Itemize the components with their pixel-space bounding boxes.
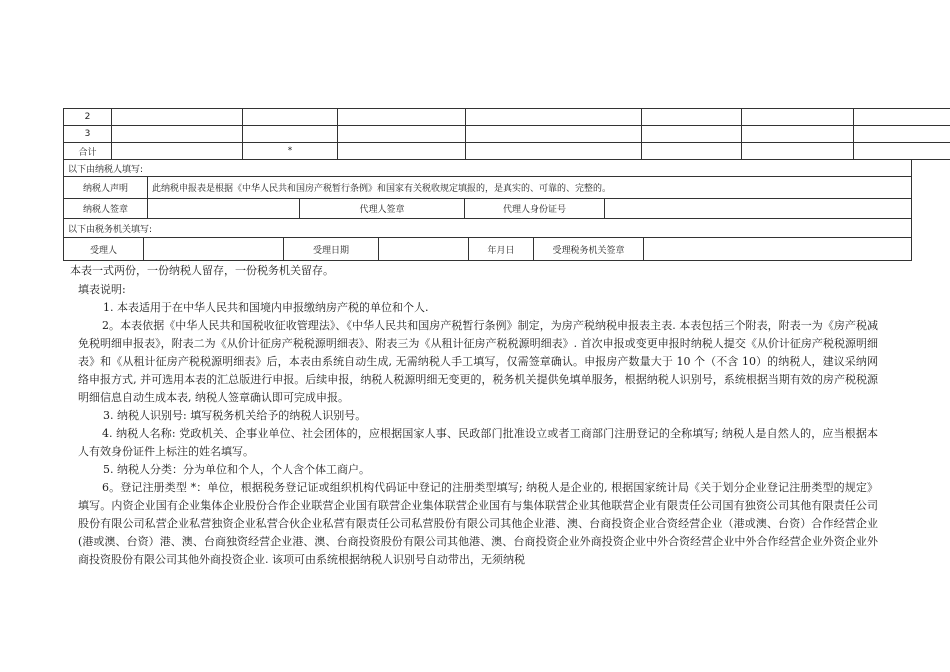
table-cell[interactable] [338, 126, 466, 143]
note-item-1: 1. 本表适用于在中华人民共和国境内申报缴纳房产税的单位和个人. [103, 301, 429, 314]
acceptor-field[interactable] [144, 238, 284, 261]
table-row [64, 126, 950, 143]
table-cell[interactable] [854, 109, 950, 126]
table-cell[interactable] [112, 109, 243, 126]
taxpayer-seal-field[interactable] [148, 199, 300, 219]
accept-date-label: 受理日期 [284, 238, 379, 261]
table-cell[interactable] [466, 109, 642, 126]
declaration-label: 纳税人声明 [64, 177, 148, 199]
table-cell[interactable] [112, 143, 243, 160]
table-cell[interactable] [466, 143, 642, 160]
table-cell[interactable] [642, 126, 742, 143]
table-cell[interactable] [742, 126, 854, 143]
table-cell[interactable] [338, 109, 466, 126]
tax-office-section [63, 218, 912, 261]
office-seal-label: 受理税务机关签章 [534, 238, 644, 261]
table-cell[interactable] [466, 126, 642, 143]
table-row [64, 143, 950, 160]
tax-summary-table [63, 108, 950, 160]
table-cell[interactable] [742, 143, 854, 160]
table-cell[interactable] [854, 126, 950, 143]
row-number: 2 [64, 109, 112, 126]
taxpayer-seal-label: 纳税人签章 [64, 199, 148, 219]
note-item-5: 5. 纳税人分类：分为单位和个人，个人含个体工商户。 [103, 463, 370, 476]
row-number: 3 [64, 126, 112, 143]
total-label: 合计 [64, 143, 112, 160]
note-item-3: 3. 纳税人识别号: 填写税务机关给予的纳税人识别号。 [103, 409, 367, 422]
total-star: * [243, 143, 338, 160]
copies-note: 本表一式两份，一份纳税人留存，一份税务机关留存。 [70, 264, 334, 277]
table-cell[interactable] [243, 109, 338, 126]
table-cell[interactable] [854, 143, 950, 160]
note-item-4: 4. 纳税人名称: 党政机关、企事业单位、社会团体的，应根据国家人事、民政部门批准设立或者工商部门注册登记的全称填写; 纳税人是自然人的，应当根据本人有效身份证件上标注的姓名填写。 [78, 427, 878, 458]
agent-seal-label: 代理人签章 [300, 199, 465, 219]
table-cell[interactable] [742, 109, 854, 126]
note-item-6: 6。登记注册类型 *：单位，根据税务登记证或组织机构代码证中登记的注册类型填写; 纳税人是企业的, 根据国家统计局《关于划分企业登记注册类型的规定》填写。内资企业国有企业集体企业股份合作企业联营企业国有联营企业集体联营企业国有与集体联营企业其他联营企业有限责任公司国有独资公司其他有限责任公司股份有限公司私营企业私营独资企业私营合伙企业私营有限责任公司私营股份有限公司其他企业港、澳、台商投资企业合资经营企业（港或澳、台资）合作经营企业 (港或澳、台资）港、澳、台商独资经营企业港、澳、台商投资股份有限公司其他港、澳、台商投资企业外商投资企业中外合资经营企业中外合作经营企业外资企业外商投资股份有限公司其他外商投资企业. 该项可由系统根据纳税人识别号自动带出，无须纳税 [78, 481, 878, 566]
table-cell[interactable] [338, 143, 466, 160]
taxpayer-section-label: 以下由纳税人填写: [64, 160, 912, 177]
date-format: 年月日 [469, 238, 534, 261]
table-row [64, 109, 950, 126]
note-item-2: 2。本表依据《中华人民共和国税收征收管理法》、《中华人民共和国房产税暂行条例》制定，为房产税纳税申报表主表. 本表包括三个附表，附表一为《房产税减免税明细申报表》，附表二为《从价计征房产税税源明细表》、附表三为《从租计征房产税税源明细表》. 首次申报或变更申报时纳税人提交《从价计征房产税税源明细表》和《从租计征房产税税源明细表》后，本表由系统自动生成, 无需纳税人手工填写，仅需签章确认。申报房产数量大于 10 个（不含 10）的纳税人，建议采纳网络申报方式, 并可选用本表的汇总版进行申报。后续申报，纳税人税源明细无变更的，税务机关提供免填单服务，根据纳税人识别号，系统根据当期有效的房产税税源明细信息自动生成本表, 纳税人签章确认即可完成申报。 [78, 319, 878, 404]
tax-office-section-label: 以下由税务机关填写: [64, 219, 912, 238]
taxpayer-section [63, 159, 912, 219]
office-seal-field[interactable] [644, 238, 912, 261]
table-cell[interactable] [243, 126, 338, 143]
agent-id-field[interactable] [605, 199, 912, 219]
agent-id-label: 代理人身份证号 [465, 199, 605, 219]
declaration-text: 此纳税申报表是根据《中华人民共和国房产税暂行条例》和国家有关税收规定填报的，是真实的、可靠的、完整的。 [148, 177, 912, 199]
table-cell[interactable] [112, 126, 243, 143]
notes-heading: 填表说明: [78, 283, 126, 296]
acceptor-label: 受理人 [64, 238, 144, 261]
accept-date-field[interactable] [379, 238, 469, 261]
table-cell[interactable] [642, 109, 742, 126]
table-cell[interactable] [642, 143, 742, 160]
